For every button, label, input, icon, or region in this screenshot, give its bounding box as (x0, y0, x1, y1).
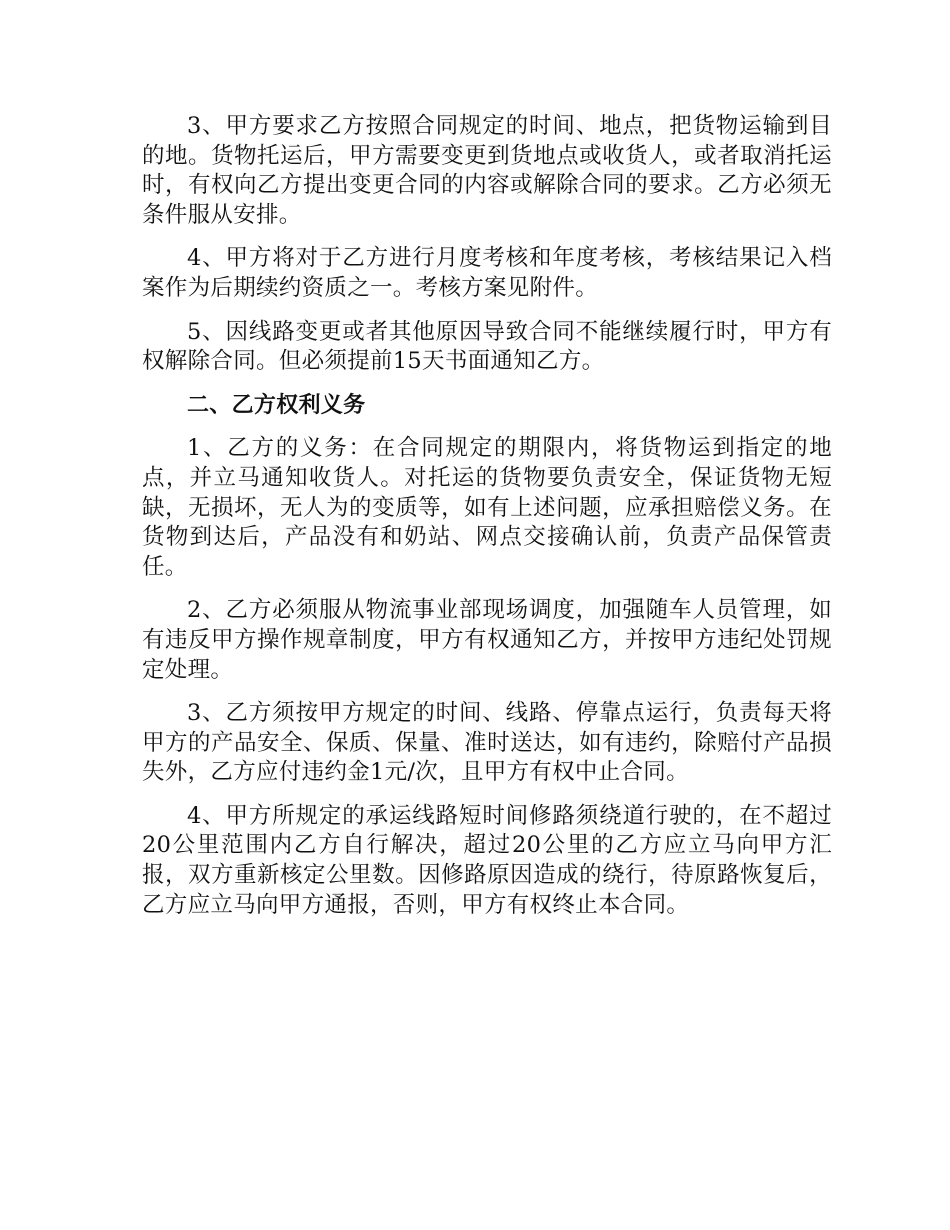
clause-paragraph: 5、因线路变更或者其他原因导致合同不能继续履行时，甲方有权解除合同。但必须提前15天书面通知乙方。 (142, 318, 832, 375)
clause-paragraph: 1、乙方的义务：在合同规定的期限内，将货物运到指定的地点，并立马通知收货人。对托运的货物要负责安全，保证货物无短缺，无损坏，无人为的变质等，如有上述问题，应承担赔偿义务。在货物到达后，产品没有和奶站、网点交接确认前，负责产品保管责任。 (142, 435, 832, 580)
clause-paragraph: 4、甲方将对于乙方进行月度考核和年度考核，考核结果记入档案作为后期续约资质之一。考核方案见附件。 (142, 245, 832, 301)
section-heading: 二、乙方权利义务 (187, 392, 366, 418)
clause-paragraph: 3、乙方须按甲方规定的时间、线路、停靠点运行，负责每天将甲方的产品安全、保质、保量、准时送达，如有违约，除赔付产品损失外，乙方应付违约金1元/次，且甲方有权中止合同。 (142, 700, 832, 786)
clause-paragraph: 4、甲方所规定的承运线路短时间修路须绕道行驶的，在不超过20公里范围内乙方自行解决，超过20公里的乙方应立马向甲方汇报，双方重新核定公里数。因修路原因造成的绕行，待原路恢复后，乙方应立马向甲方通报，否则，甲方有权终止本合同。 (142, 802, 832, 918)
clause-paragraph: 2、乙方必须服从物流事业部现场调度，加强随车人员管理，如有违反甲方操作规章制度，甲方有权通知乙方，并按甲方违纪处罚规定处理。 (142, 597, 832, 683)
clause-paragraph: 3、甲方要求乙方按照合同规定的时间、地点，把货物运输到目的地。货物托运后，甲方需要变更到货地点或收货人，或者取消托运时，有权向乙方提出变更合同的内容或解除合同的要求。乙方必须无条件服从安排。 (142, 113, 832, 228)
document-page (142, 112, 832, 934)
